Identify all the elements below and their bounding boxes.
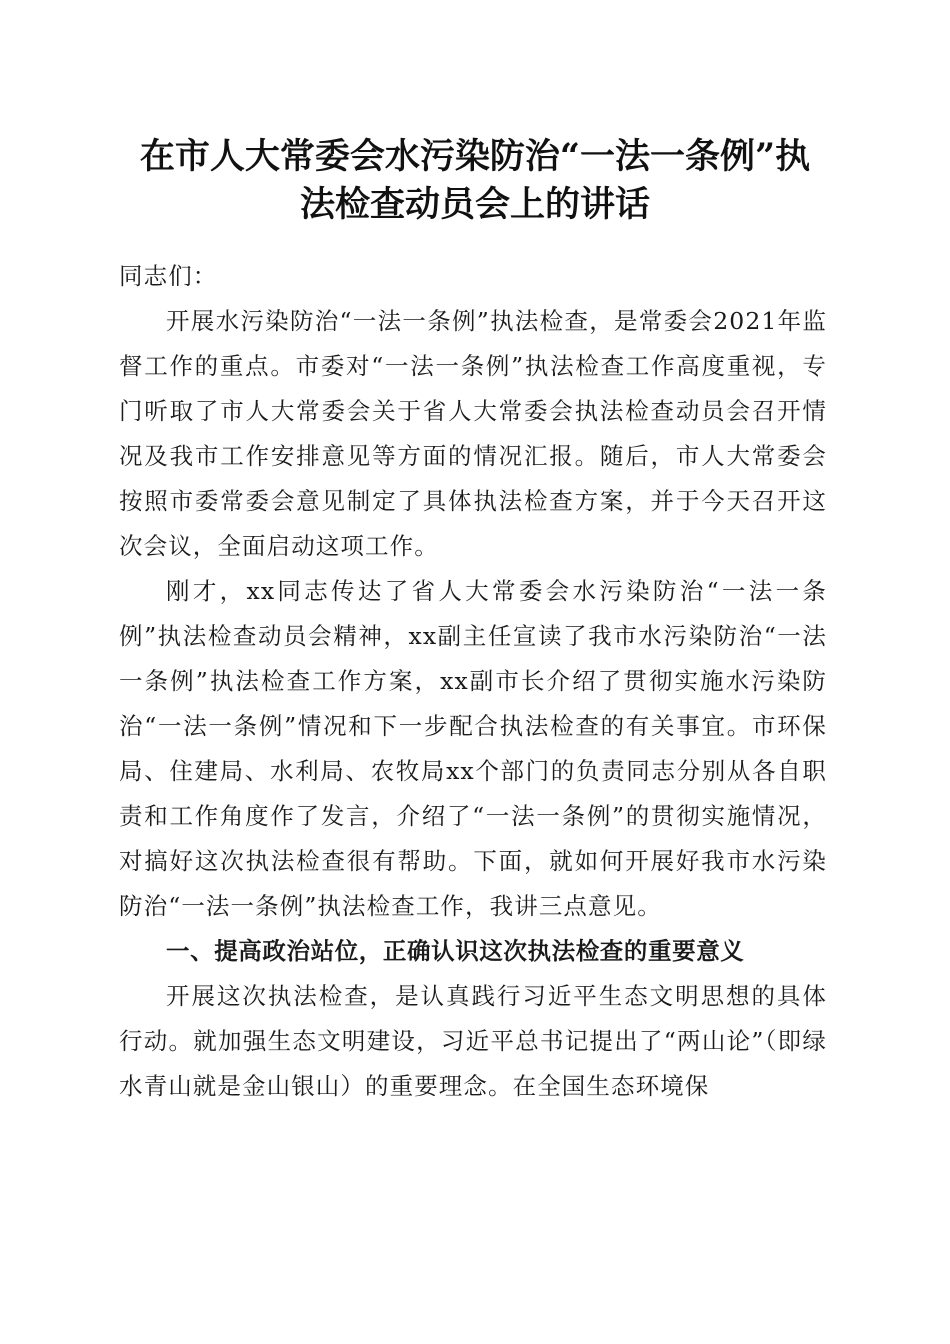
section-1-paragraph: 开展这次执法检查，是认真践行习近平生态文明思想的具体行动。就加强生态文明建设，习近平总书记提出了“两山论”（即绿水青山就是金山银山）的重要理念。在全国生态环境保	[119, 982, 827, 1100]
document-title	[110, 133, 840, 229]
section-heading-1: 一、提高政治站位，正确认识这次执法检查的重要意义	[166, 937, 745, 965]
salutation: 同志们：	[119, 262, 218, 290]
title-line-1: 在市人大常委会水污染防治“一法一条例”执	[139, 136, 811, 177]
paragraph-2: 刚才，xx同志传达了省人大常委会水污染防治“一法一条例”执法检查动员会精神，xx副主任宣读了我市水污染防治“一法一条例”执法检查工作方案，xx副市长介绍了贯彻实施水污染防治“一法一条例”情况和下一步配合执法检查的有关事宜。市环保局、住建局、水利局、农牧局xx个部门的负责同志分别从各自职责和工作角度作了发言，介绍了“一法一条例”的贯彻实施情况，对搞好这次执法检查很有帮助。下面，就如何开展好我市水污染防治“一法一条例”执法检查工作，我讲三点意见。	[119, 577, 827, 920]
document-body	[119, 254, 827, 1109]
paragraph-1: 开展水污染防治“一法一条例”执法检查，是常委会2021年监督工作的重点。市委对“一法一条例”执法检查工作高度重视，专门听取了市人大常委会关于省人大常委会执法检查动员会召开情况及我市工作安排意见等方面的情况汇报。随后，市人大常委会按照市委常委会意见制定了具体执法检查方案，并于今天召开这次会议，全面启动这项工作。	[119, 307, 827, 560]
title-line-2: 法检查动员会上的讲话	[299, 184, 650, 225]
